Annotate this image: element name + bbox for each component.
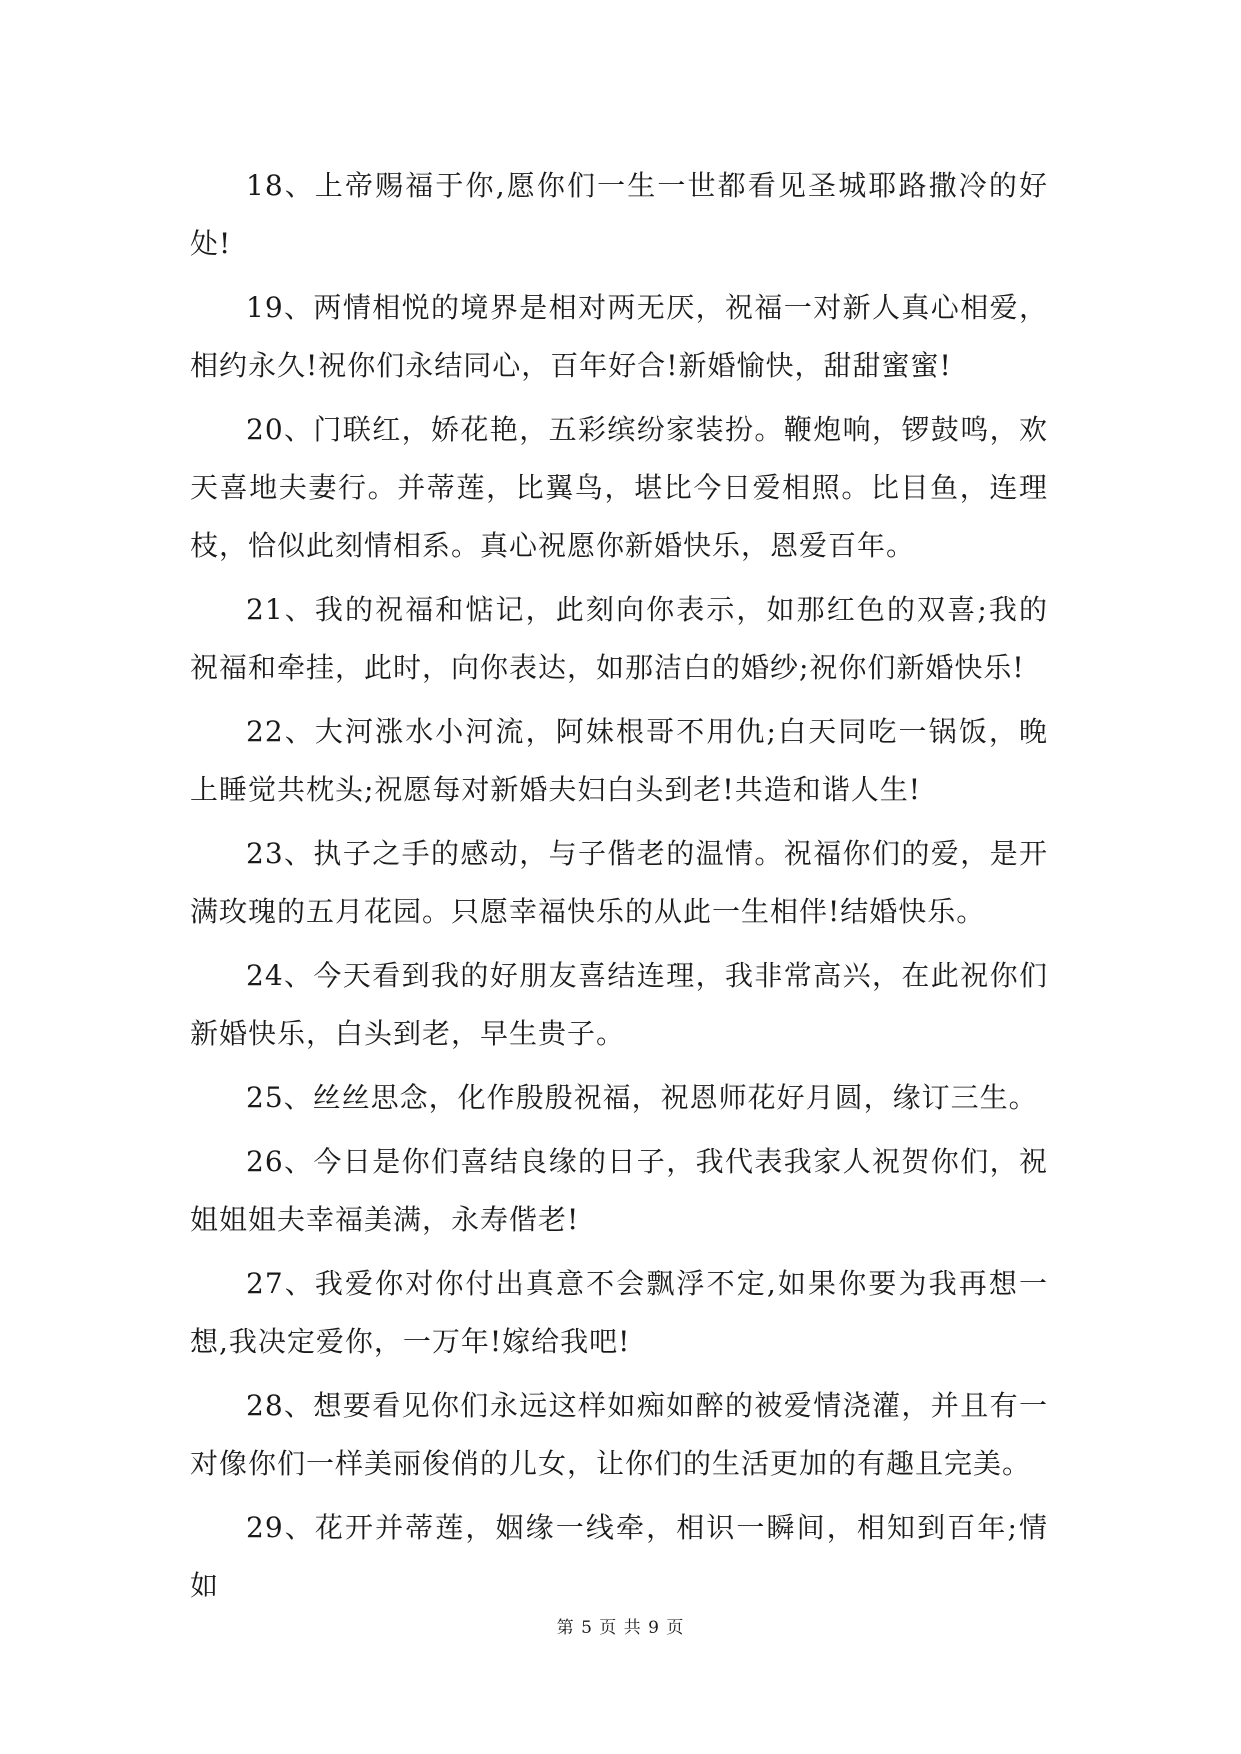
- paragraph-26: 26、今日是你们喜结良缘的日子，我代表我家人祝贺你们，祝姐姐姐夫幸福美满，永寿偕老!: [190, 1145, 1048, 1236]
- paragraph-24: 24、今天看到我的好朋友喜结连理，我非常高兴，在此祝你们新婚快乐，白头到老，早生贵子。: [190, 959, 1048, 1050]
- paragraph-28: 28、想要看见你们永远这样如痴如醉的被爱情浇灌，并且有一对像你们一样美丽俊俏的儿女，让你们的生活更加的有趣且完美。: [190, 1389, 1048, 1480]
- paragraph-25: 25、丝丝思念，化作殷殷祝福，祝恩师花好月圆，缘订三生。: [246, 1081, 1038, 1114]
- paragraph-23: 23、执子之手的感动，与子偕老的温情。祝福你们的爱，是开满玫瑰的五月花园。只愿幸福快乐的从此一生相伴!结婚快乐。: [190, 837, 1048, 928]
- paragraph-29: 29、花开并蒂莲，姻缘一线牵，相识一瞬间，相知到百年;情如: [190, 1511, 1048, 1602]
- paragraph-18: 18、上帝赐福于你,愿你们一生一世都看见圣城耶路撒冷的好处!: [190, 169, 1048, 260]
- paragraph-21: 21、我的祝福和惦记，此刻向你表示，如那红色的双喜;我的祝福和牵挂，此时，向你表达，如那洁白的婚纱;祝你们新婚快乐!: [190, 593, 1048, 684]
- paragraph-19: 19、两情相悦的境界是相对两无厌，祝福一对新人真心相爱，相约永久!祝你们永结同心，百年好合!新婚愉快，甜甜蜜蜜!: [190, 291, 1048, 382]
- page-number-footer: 第 5 页 共 9 页: [556, 1618, 685, 1638]
- body-text: [190, 157, 1048, 1621]
- paragraph-27: 27、我爱你对你付出真意不会飘浮不定,如果你要为我再想一想,我决定爱你，一万年!嫁给我吧!: [190, 1267, 1048, 1358]
- paragraph-22: 22、大河涨水小河流，阿妹根哥不用仇;白天同吃一锅饭，晚上睡觉共枕头;祝愿每对新婚夫妇白头到老!共造和谐人生!: [190, 715, 1048, 806]
- paragraph-20: 20、门联红，娇花艳，五彩缤纷家装扮。鞭炮响，锣鼓鸣，欢天喜地夫妻行。并蒂莲，比翼鸟，堪比今日爱相照。比目鱼，连理枝，恰似此刻情相系。真心祝愿你新婚快乐，恩爱百年。: [190, 413, 1048, 562]
